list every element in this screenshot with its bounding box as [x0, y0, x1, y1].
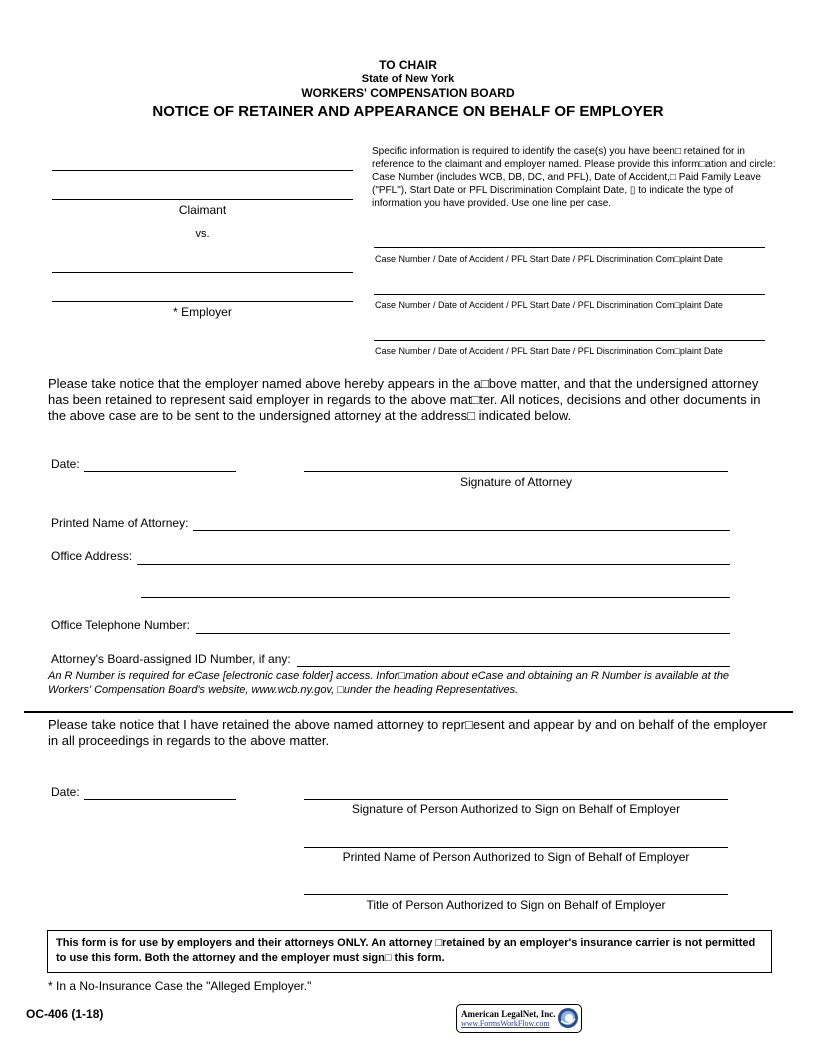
- logo-company: American LegalNet, Inc.: [461, 1009, 556, 1019]
- employer-printed-name-label: Printed Name of Person Authorized to Sign of Behalf of Employer: [342, 850, 690, 864]
- attorney-notice: Please take notice that the employer named above hereby appears in the a□bove matter, and that the undersigned attorney has been retained to represent said employer in regards to the above mat□ter. All notices, decisions and other documents in the above case are to be sent to the undersigned attorney at the address□ indicated below.: [48, 376, 761, 423]
- vs-label: vs.: [195, 228, 210, 240]
- legalnet-logo: [456, 1004, 582, 1033]
- printed-name-label: Printed Name of Attorney:: [51, 516, 189, 530]
- ecase-note: An R Number is required for eCase [electronic case folder] access. Infor□mation about eCase and obtaining an R Number is available at the Workers' Compensation Board's website, www.wcb.ny.gov, □under the heading Representatives.: [48, 670, 730, 696]
- office-address-label: Office Address:: [51, 549, 133, 563]
- case-line-3[interactable]: [374, 340, 765, 341]
- telephone-field[interactable]: [196, 633, 730, 634]
- office-address-field-2[interactable]: [141, 597, 730, 598]
- board-id-field[interactable]: [297, 666, 730, 667]
- printed-name-field[interactable]: [193, 530, 730, 531]
- warning-box: This form is for use by employers and their attorneys ONLY. An attorney □retained by an employer's insurance carrier is not permitted to use this form. Both the attorney and the employer must sign□ this form.: [47, 930, 772, 973]
- employer-printed-name-field[interactable]: [304, 847, 728, 848]
- case-line-3-label: Case Number / Date of Accident / PFL Start Date / PFL Discrimination Com□plaint Date: [375, 346, 723, 356]
- employer-line-1[interactable]: [52, 272, 353, 273]
- employer-title-label: Title of Person Authorized to Sign on Behalf of Employer: [366, 898, 666, 912]
- telephone-label: Office Telephone Number:: [51, 618, 190, 632]
- case-line-2[interactable]: [374, 294, 765, 295]
- case-line-1-label: Case Number / Date of Accident / PFL Start Date / PFL Discrimination Com□plaint Date: [375, 254, 723, 264]
- employer-notice: Please take notice that I have retained the above named attorney to repr□esent and appear by and on behalf of the employer in all proceedings in regards to the above matter.: [48, 717, 767, 748]
- case-instructions: Specific information is required to identify the case(s) you have been□ retained for in reference to the claimant and employer named. Please provide this inform□ation and circle: Case Number (includes WCB, DB, DC, and PFL), Date of Accident,□ Paid Family Leave ("PFL"), Start Date or PFL Discrimination Complaint Date, ▯ to indicate the type of information you have provided. Use one line per case.: [372, 146, 776, 209]
- claimant-line-2[interactable]: [52, 199, 353, 200]
- attorney-signature-field[interactable]: [304, 471, 728, 472]
- employer-date-label: Date:: [51, 785, 80, 799]
- employer-label: * Employer: [173, 305, 232, 319]
- employer-line-2[interactable]: [52, 301, 353, 302]
- attorney-signature-label: Signature of Attorney: [459, 475, 573, 489]
- case-line-2-label: Case Number / Date of Accident / PFL Start Date / PFL Discrimination Com□plaint Date: [375, 300, 723, 310]
- section-divider: [24, 711, 793, 713]
- attorney-date-field[interactable]: [84, 471, 236, 472]
- board-id-label: Attorney's Board-assigned ID Number, if any:: [51, 652, 291, 666]
- header-state: State of New York: [361, 73, 455, 85]
- employer-date-field[interactable]: [84, 799, 236, 800]
- employer-signature-label: Signature of Person Authorized to Sign on Behalf of Employer: [351, 802, 681, 816]
- office-address-field-1[interactable]: [137, 564, 730, 565]
- header-board: WORKERS' COMPENSATION BOARD: [301, 86, 515, 100]
- header-to: TO CHAIR: [379, 58, 437, 72]
- employer-title-field[interactable]: [304, 894, 728, 895]
- claimant-line-1[interactable]: [52, 170, 353, 171]
- logo-url: www.FormsWorkFlow.com: [461, 1019, 550, 1028]
- globe-icon: [557, 1007, 579, 1029]
- claimant-label: Claimant: [178, 203, 227, 217]
- page-title: NOTICE OF RETAINER AND APPEARANCE ON BEHALF OF EMPLOYER: [152, 103, 664, 120]
- form-id: OC-406 (1-18): [26, 1007, 104, 1021]
- case-line-1[interactable]: [374, 247, 765, 248]
- employer-signature-field[interactable]: [304, 799, 728, 800]
- attorney-date-label: Date:: [51, 457, 80, 471]
- footnote: * In a No-Insurance Case the "Alleged Employer.": [48, 979, 312, 993]
